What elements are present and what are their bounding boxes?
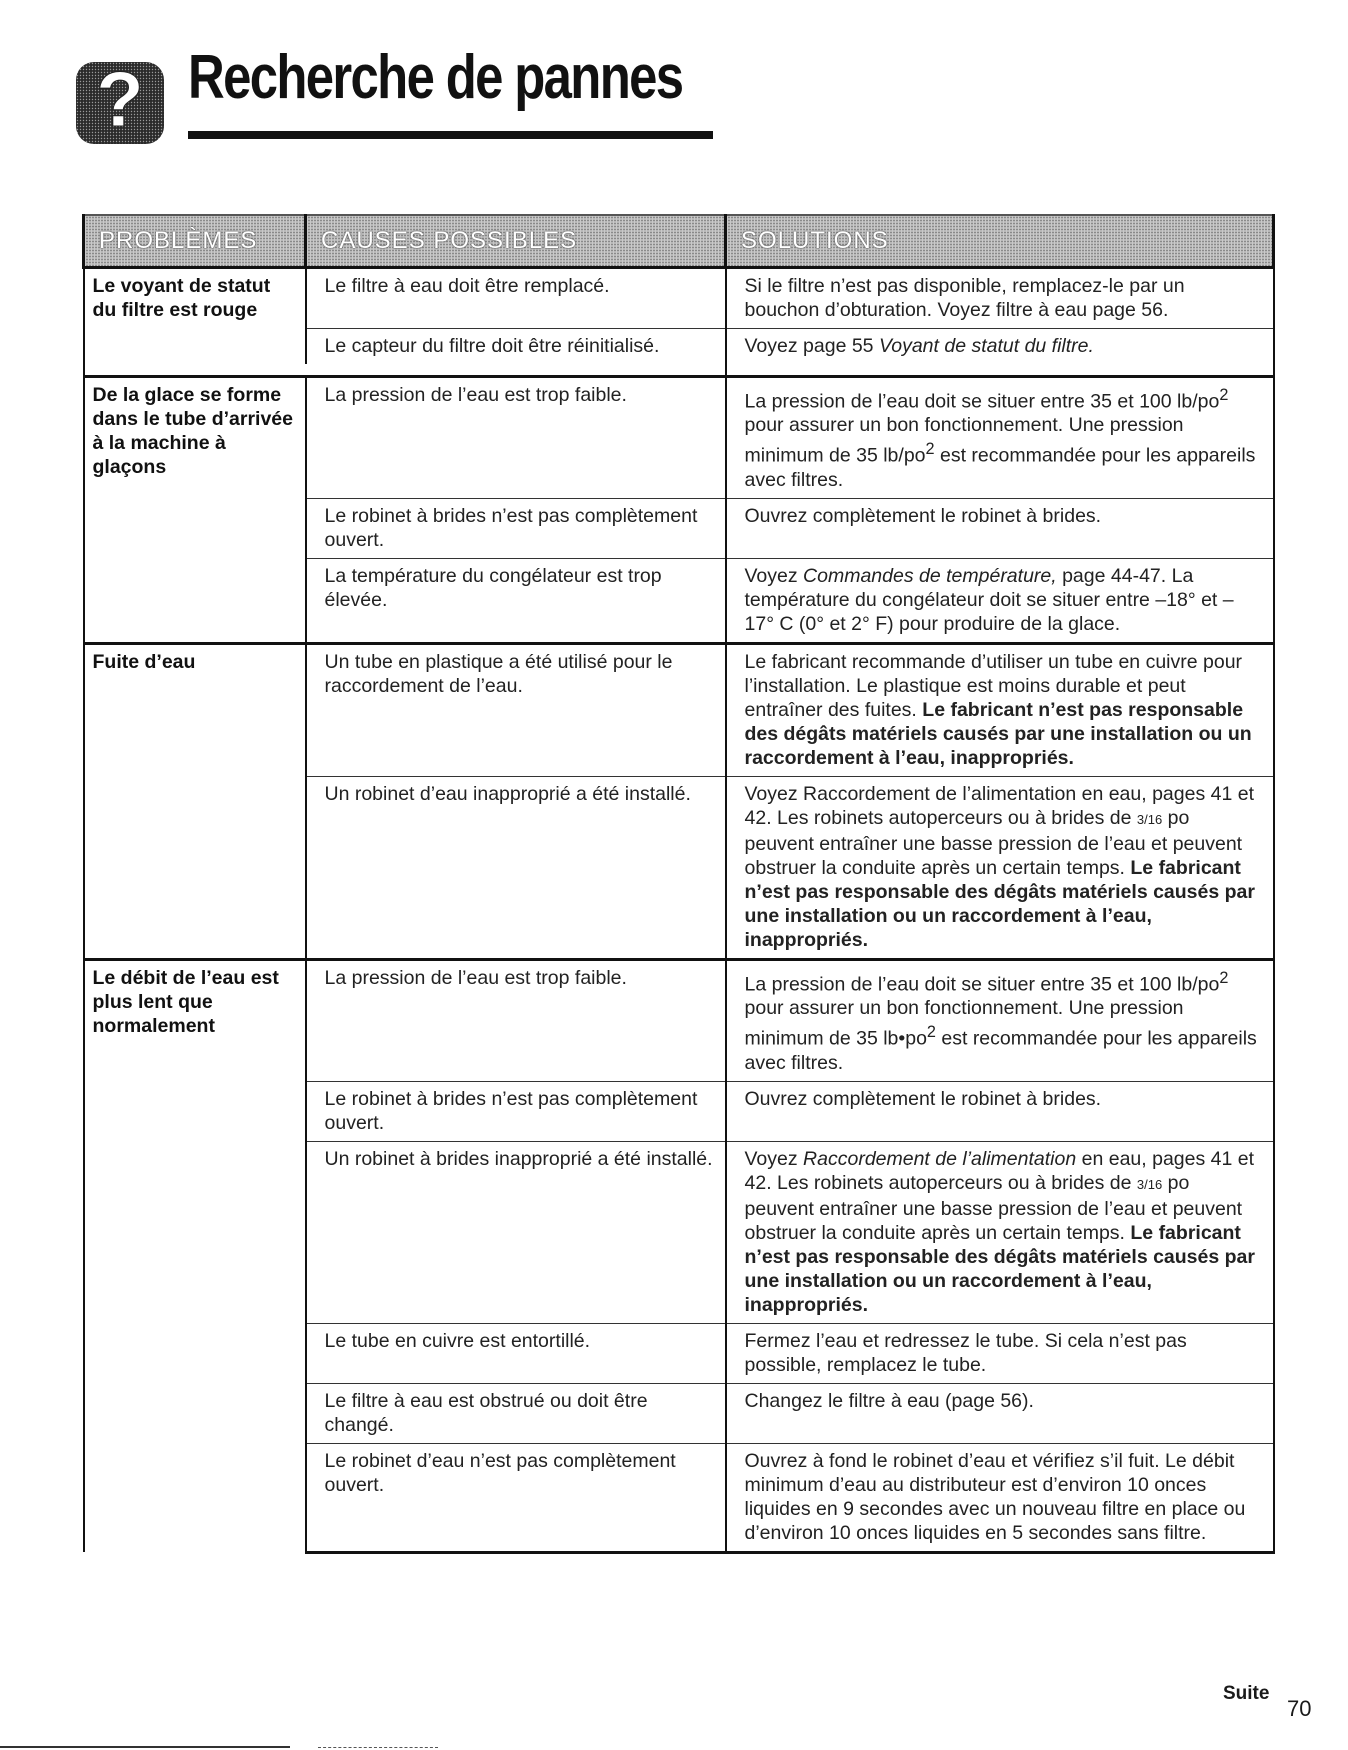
table-row bbox=[84, 268, 1274, 329]
cause-cell: La pression de l’eau est trop faible. bbox=[306, 376, 726, 498]
page-number: 70 bbox=[1287, 1696, 1312, 1721]
solution-cell: Si le filtre n’est pas disponible, remplacez-le par un bouchon d’obturation. Voyez filtre à eau page 56. bbox=[726, 268, 1274, 329]
solution-cell: Voyez Commandes de température, page 44-47. La température du congélateur doit se situer entre –18° et –17° C (0° et 2° F) pour produire de la glace. bbox=[726, 558, 1274, 643]
footer-rule bbox=[0, 1746, 290, 1748]
problem-cell: De la glace se forme dans le tube d’arrivée à la machine à glaçons bbox=[84, 376, 306, 643]
table-row bbox=[84, 376, 1274, 498]
question-mark-icon bbox=[76, 56, 164, 146]
table-row bbox=[84, 959, 1274, 1081]
solution-cell: Voyez page 55 Voyant de statut du filtre. bbox=[726, 329, 1274, 365]
solution-cell: Le fabricant recommande d’utiliser un tube en cuivre pour l’installation. Le plastique est moins durable et peut entraîner des fuites. Le fabricant n’est pas responsable des dégâts matériels causés par une installation ou un raccordement à l’eau, inappropriés. bbox=[726, 643, 1274, 776]
solution-cell: La pression de l’eau doit se situer entre 35 et 100 $lb/po^2$ pour assurer un bon fonctionnement. Une pression minimum de 35 $lb•po^2$ est recommandée pour les appareils avec filtres. bbox=[726, 959, 1274, 1081]
cause-cell: Un tube en plastique a été utilisé pour le raccordement de l’eau. bbox=[306, 643, 726, 776]
solution-cell: Fermez l’eau et redressez le tube. Si cela n’est pas possible, remplacez le tube. bbox=[726, 1323, 1274, 1383]
solution-cell: La pression de l’eau doit se situer entre 35 et 100 $lb/po^2$ pour assurer un bon fonctionnement. Une pression minimum de 35 $lb/po^2$ est recommandée pour les appareils avec filtres. bbox=[726, 376, 1274, 498]
table-header-row bbox=[84, 215, 1274, 268]
cause-cell: Le robinet à brides n’est pas complètement ouvert. bbox=[306, 1081, 726, 1141]
solution-cell: Ouvrez à fond le robinet d’eau et vérifiez s’il fuit. Le débit minimum d’eau au distributeur est d’environ 10 onces liquides en 9 secondes avec un nouveau filtre en place ou d’environ 10 onces liquides en 5 secondes sans filtre. bbox=[726, 1443, 1274, 1552]
table-row bbox=[84, 643, 1274, 776]
cause-cell: Le filtre à eau est obstrué ou doit être changé. bbox=[306, 1383, 726, 1443]
page-header bbox=[76, 38, 716, 143]
cause-cell: Le tube en cuivre est entortillé. bbox=[306, 1323, 726, 1383]
problem-cell: Le voyant de statut du filtre est rouge bbox=[84, 268, 306, 365]
cause-cell: Un robinet d’eau inapproprié a été installé. bbox=[306, 776, 726, 959]
svg-text:?: ? bbox=[96, 56, 144, 143]
column-header-solutions: SOLUTIONS bbox=[726, 215, 1274, 268]
solution-cell: Changez le filtre à eau (page 56). bbox=[726, 1383, 1274, 1443]
continued-label: Suite bbox=[1223, 1683, 1270, 1704]
cause-cell: La température du congélateur est trop élevée. bbox=[306, 558, 726, 643]
title-underline bbox=[188, 131, 713, 139]
cause-cell: Le capteur du filtre doit être réinitialisé. bbox=[306, 329, 726, 365]
cause-cell: Le filtre à eau doit être remplacé. bbox=[306, 268, 726, 329]
solution-cell: Voyez Raccordement de l’alimentation en eau, pages 41 et 42. Les robinets autoperceurs ou à brides de 3/16 po peuvent entraîner une basse pression de l’eau et peuvent obstruer la conduite après un certain temps. Le fabricant n’est pas responsable des dégâts matériels causés par une installation ou un raccordement à l’eau, inappropriés. bbox=[726, 776, 1274, 959]
problem-cell: Fuite d’eau bbox=[84, 643, 306, 959]
cause-cell: Le robinet à brides n’est pas complètement ouvert. bbox=[306, 498, 726, 558]
troubleshooting-table bbox=[82, 214, 1275, 1554]
solution-cell: Ouvrez complètement le robinet à brides. bbox=[726, 498, 1274, 558]
column-header-problems: PROBLÈMES bbox=[84, 215, 306, 268]
cause-cell: Un robinet à brides inapproprié a été installé. bbox=[306, 1141, 726, 1323]
column-header-causes: CAUSES POSSIBLES bbox=[306, 215, 726, 268]
solution-cell: Ouvrez complètement le robinet à brides. bbox=[726, 1081, 1274, 1141]
solution-cell: Voyez Raccordement de l’alimentation en eau, pages 41 et 42. Les robinets autoperceurs ou à brides de 3/16 po peuvent entraîner une basse pression de l’eau et peuvent obstruer la conduite après un certain temps. Le fabricant n’est pas responsable des dégâts matériels causés par une installation ou un raccordement à l’eau, inappropriés. bbox=[726, 1141, 1274, 1323]
cause-cell: La pression de l’eau est trop faible. bbox=[306, 959, 726, 1081]
footer-dash bbox=[318, 1747, 438, 1749]
problem-cell: Le débit de l’eau est plus lent que normalement bbox=[84, 959, 306, 1552]
cause-cell: Le robinet d’eau n’est pas complètement ouvert. bbox=[306, 1443, 726, 1552]
page-title: Recherche de pannes bbox=[188, 43, 683, 112]
